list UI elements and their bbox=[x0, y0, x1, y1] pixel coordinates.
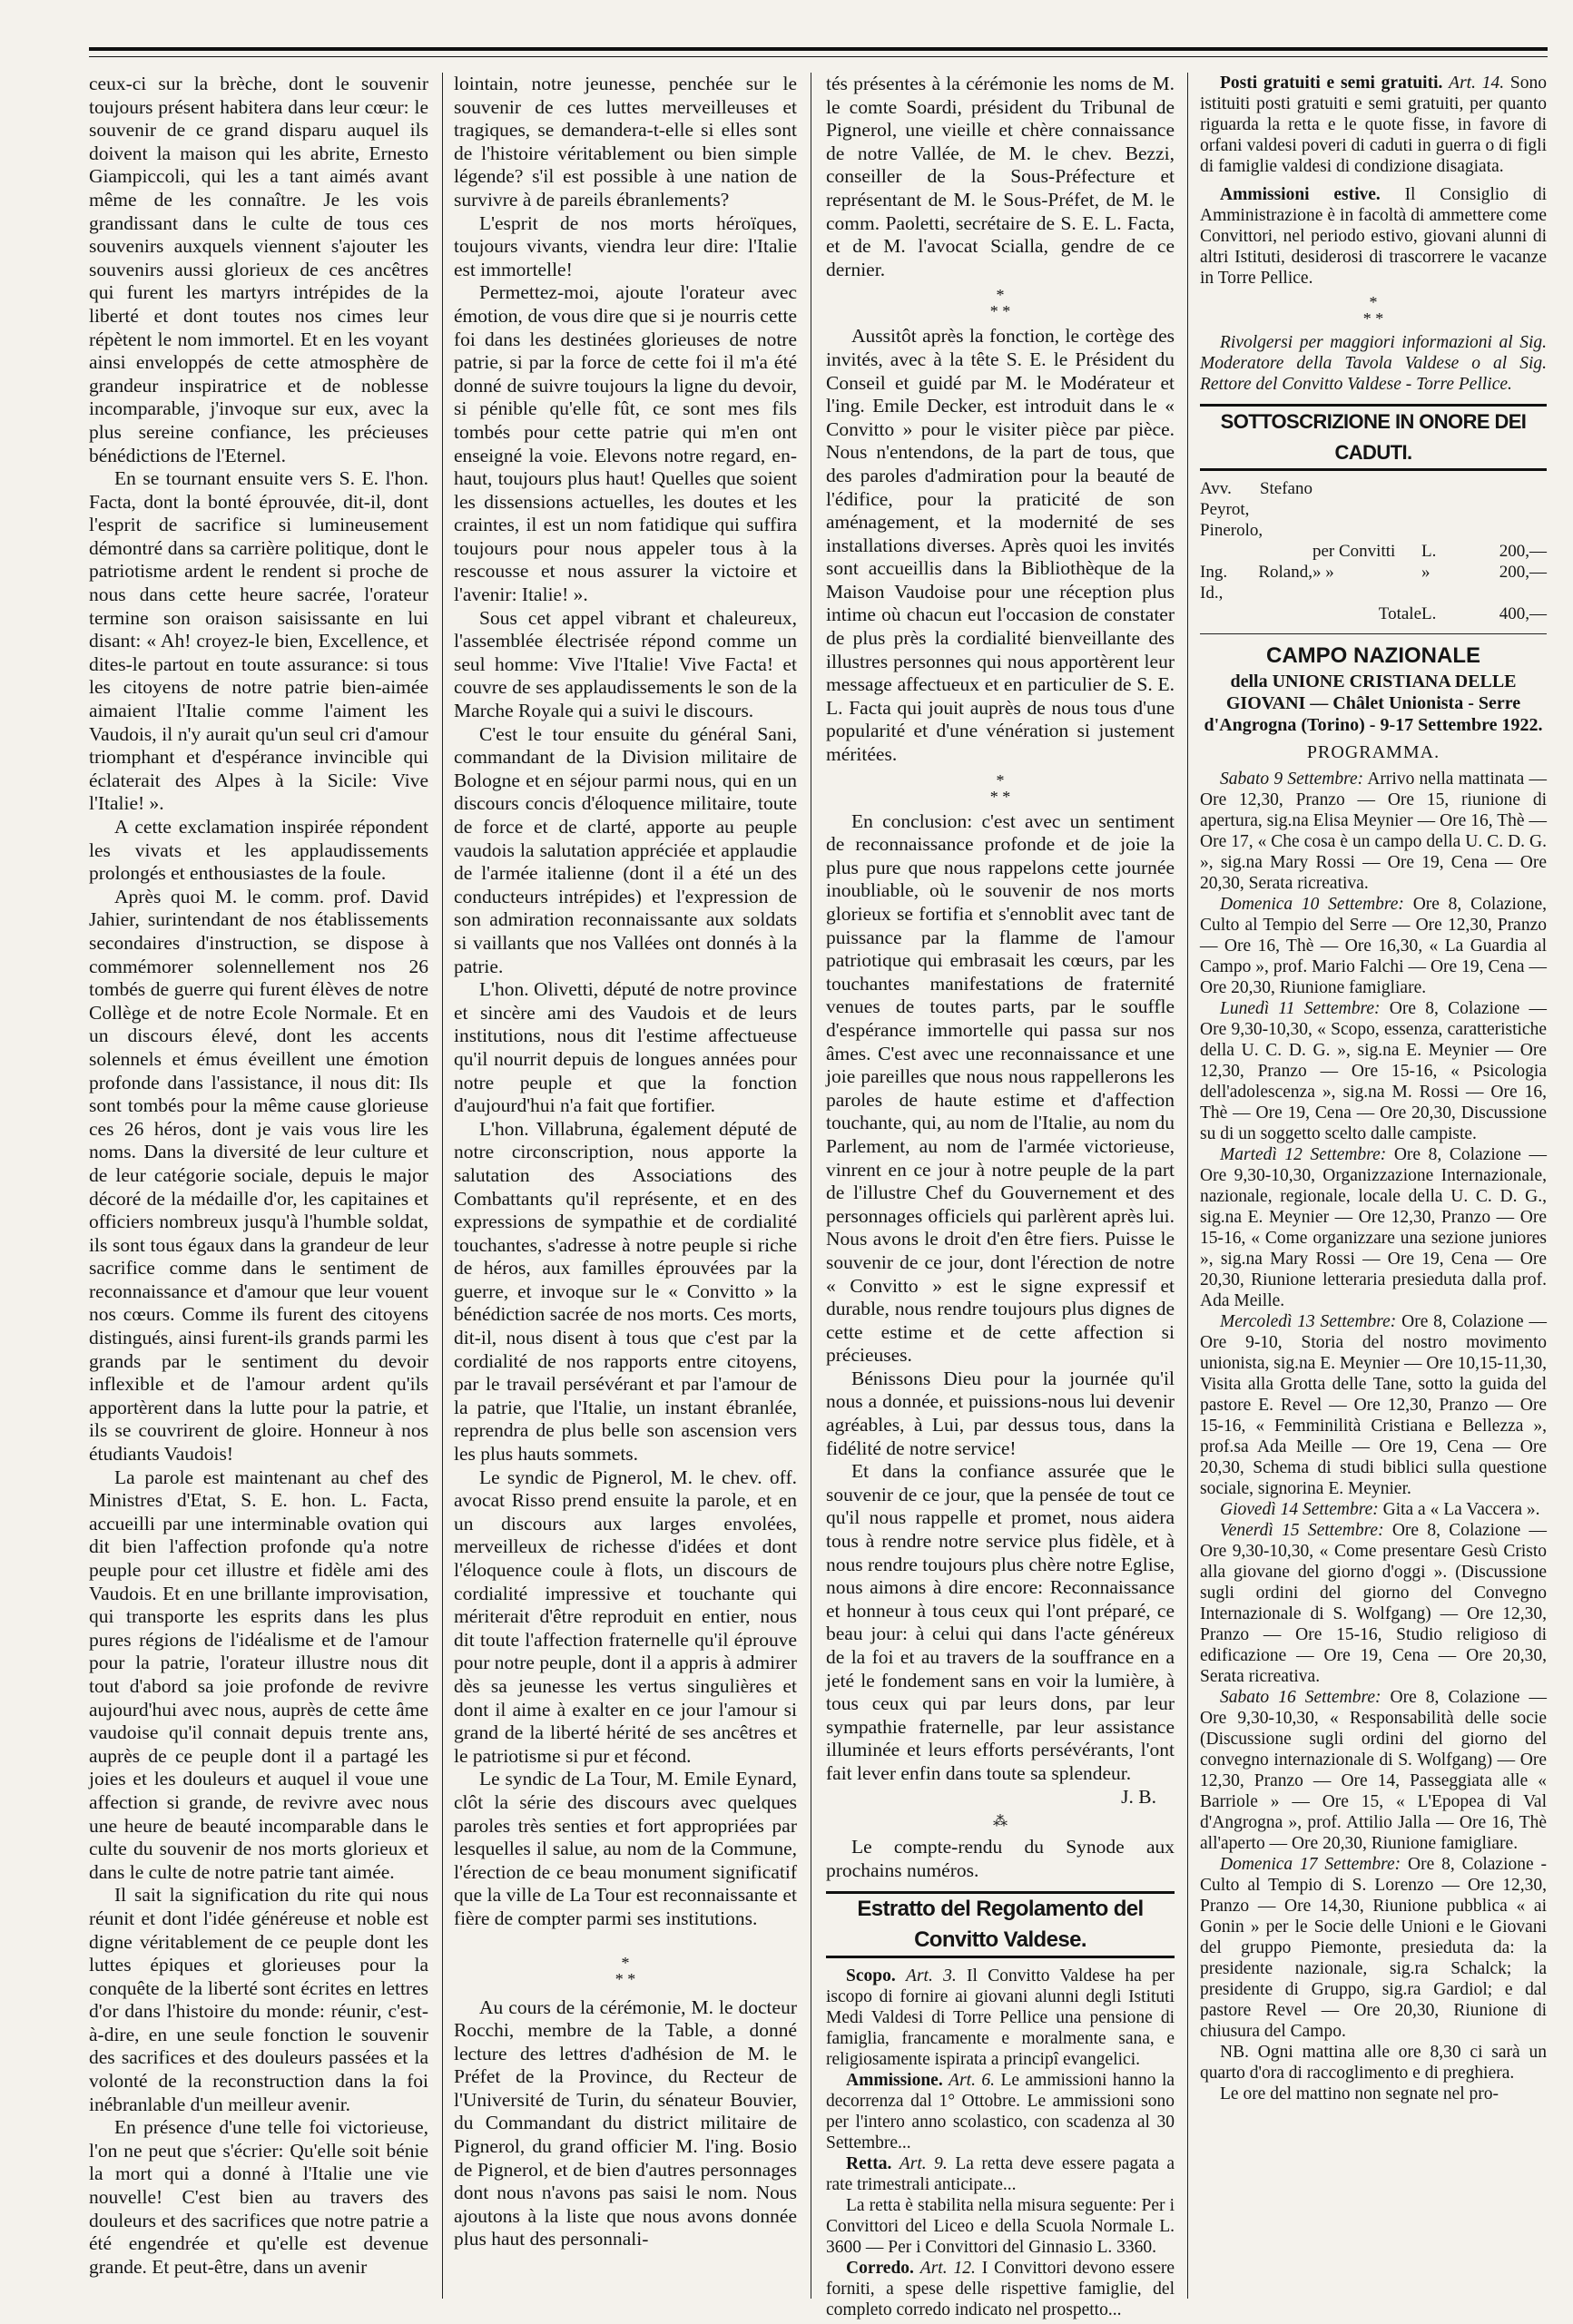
paragraph: L'hon. Olivetti, député de notre province et sincère ami des Vaudois et de leurs institutions, nous dit l'estime affectueuse qu'il nourrit depuis de longues années pour notre peuple et que la fonction d'aujourd'hui n'a fait que fortifier. bbox=[454, 978, 797, 1117]
regolamento-item: Scopo. Art. 3. Il Convitto Valdese ha per iscopo di fornire ai giovani alunni degli Istituti Medi Valdesi di Torre Pellice una pensione di famiglia, francamente e moralmente sana, e religiosamente ispirata a principî evangelici. bbox=[826, 1966, 1175, 2070]
paragraph: Le ore del mattino non segnate nel pro- bbox=[1220, 2084, 1499, 2103]
paragraph: En se tournant ensuite vers S. E. l'hon. Facta, dont la bonté éprouvée, dit-il, dont l'esprit de sacrifice si lumineusement démontré dans sa carrière politique, dont le patriotisme ardent le rendent si proche de nous dans cette heure sacrée, l'orateur termine son oraison saisissante en lui disant: « Ah! croyez-le bien, Excellence, et dites-le partout en toute assurance: si tous les citoyens de notre patrie bien-aimée aimaient l'Italie comme l'aiment les Vaudois, il n'y aurait qu'un seul cri d'amour triomphant et d'espérance invincible qui éclaterait des Alpes à la Sicile: Vive l'Italie! ». bbox=[89, 467, 428, 815]
paragraph: C'est le tour ensuite du général Sani, commandant de la Division militaire de Bologne et en séjour parmi nous, qui en un discours concis d'éloquence militaire, toute de force et de clarté, apporte au peuple vaudois la salutation appréciée et applaudie de l'armée italienne (dont il a été un des conducteurs intrépides) et l'expression de son admiration reconnaissante aux soldats si vaillants que nos Vallées ont donnés à la patrie. bbox=[454, 722, 797, 977]
ornament: ⁂ bbox=[993, 1814, 1008, 1830]
asterism: * * * bbox=[1362, 293, 1384, 328]
regolamento-title: Estratto del Regolamento del Convitto Valdese. bbox=[826, 1891, 1175, 1958]
paragraph: Le compte-rendu du Synode aux prochains numéros. bbox=[826, 1836, 1175, 1881]
paragraph: Le syndic de Pignerol, M. le chev. off. avocat Risso prend ensuite la parole, et en un discours aux larges envolées, merveilleux de richesse d'idées et dont l'éloquence coule à flots, un discours de cordialité impressive et touchante qui mériterait d'être reproduit en entier, nous dit toute l'affection fraternelle qu'il éprouve pour notre peuple, dont il a appris à admirer dès sa jeunesse les vertus singulières et dont il aime à exalter en ce jour l'amour si grand de la liberté hérité de ses ancêtres et le patriotisme si pur et fécond. bbox=[454, 1466, 797, 1767]
paragraph: Il sait la signification du rite qui nous réunit et dont l'idée généreuse et noble est digne véritablement de ce peuple dont les luttes épiques et glorieuses pour la conquête de la liberté sont écrites en lettres d'or dans l'histoire du monde: réunir, c'est-à-dire, en une seule fonction le souvenir des sacrifices et des douleurs passées et la volonté de la reconstruction dans la foi inébranlable d'un meilleur avenir. bbox=[89, 1884, 428, 2115]
paragraph: En conclusion: c'est avec un sentiment de reconnaissance profonde et de joie la plus pure que nous rappelons cette journée inoubliable, où le souvenir de nos morts glorieux se fortifia et s'ennoblit avec tant de puissance par la flamme de l'amour patriotique qui embrasait les cœurs, par les touchantes manifestations de fraternité venues de toutes parts, par le souffle d'espérance immortelle qui passa sur nos âmes. C'est avec une reconnaissance et une joie pareilles que nous nous rappellerons les paroles de haute estime et d'affection touchante, qui, au nom de l'Italie, au nom du Parlement, au nom de l'armée victorieuse, vinrent en ce jour à notre peuple de la part de l'illustre Chef du Gouvernement et des personnages officiels qui parlèrent après lui. Nous avons le droit d'en être fiers. Puisse le souvenir de ce jour, dont l'érection de notre « Convitto » est le signe expressif et durable, nous rendre toujours plus dignes de cette estime et de cette affection si précieuses. bbox=[826, 809, 1175, 1367]
article-column-3 bbox=[826, 73, 1175, 2320]
campo-subtitle: della UNIONE CRISTIANA DELLE GIOVANI — Châlet Unionista - Serre d'Angrogna (Torino) - 9-17 Settembre 1922. bbox=[1204, 672, 1543, 735]
paragraph: Sous cet appel vibrant et chaleureux, l'assemblée électrisée répond comme un seul homme: Vive l'Italie! Vive Facta! et couvre de ses applaudissements le son de la Marche Royale qui a suivi le discours. bbox=[454, 606, 797, 722]
programma-day: Venerdì 15 Settembre: Ore 8, Colazione — Ore 9,30-10,30, « Come presentare Gesù Cristo alla giovane del giorno d'oggi ». (Discussione sugli ordini del giorno del Convegno Internazionale di S. Wolfgang) — Ore 12,30, Pranzo — Ore 15-16, Studio religioso di edificazione — Ore 19, Cena — Ore 20,30, Serata ricreativa. bbox=[1200, 1521, 1547, 1686]
programma-day: Sabato 9 Settembre: Arrivo nella mattinata — Ore 12,30, Pranzo — Ore 15, riunione di apertura, sig.na Elisa Meynier — Ore 16, Thè — Ore 17, « Che cosa è un campo della U. C. D. G. », sig.na Mary Rossi — Ore 19, Cena — Ore 20,30, Serata ricreativa. bbox=[1200, 770, 1547, 893]
paragraph: L'hon. Villabruna, également député de notre circonscription, nous apporte la salutation des Associations des Combattants qu'il représente, et en des expressions de sympathie et de cordialité touchantes, s'adresse à notre peuple si riche de héros, aux familles éprouvées par la guerre, et invoque sur le « Convitto » la bénédiction sacrée de nos morts. Ces morts, dit-il, nous disent à tous que c'est par la cordialité de nos rapports entre citoyens, par le travail persévérant et par l'amour de la patrie, que l'Italie, un instant ébranlée, reprendra de plus belle son ascension vers les plus hauts sommets. bbox=[454, 1117, 797, 1466]
paragraph: tés présentes à la cérémonie les noms de M. le comte Soardi, président du Tribunal de Pignerol, une vieille et chère connaissance de notre Vallée, de M. le chev. Bezzi, conseiller de la Sous-Préfecture et représentant de M. le Sous-Préfet, de M. le comm. Paoletti, secrétaire de S. E. L. Facta, et de M. l'avocat Scialla, gendre de ce dernier. bbox=[826, 73, 1175, 280]
programma-day: Sabato 16 Settembre: Ore 8, Colazione — Ore 9,30-10,30, « Responsabilità delle socie (Discussione sugli ordini del giorno del convegno internazionale di S. Wolfgang) — Ore 12,30, Pranzo — Ore 14, Passeggiata alle « Barriole » — Ore 15, « L'Epopea di Val d'Angrogna », prof. Attilio Jalla — Ore 16, Thè all'aperto — Ore 20,30, Riunione famigliare. bbox=[1200, 1688, 1547, 1853]
rivolgersi-note: Rivolgersi per maggiori informazioni al Sig. Moderatore della Tavola Valdese o al Sig. Rettore del Convitto Valdese - Torre Pellice. bbox=[1200, 333, 1547, 394]
asterism: * * * bbox=[989, 770, 1011, 806]
regolamento-item: Retta. Art. 9. La retta deve essere pagata a rate trimestrali anticipate... bbox=[826, 2154, 1175, 2195]
article-column-1 bbox=[89, 73, 428, 2297]
programma-day: Martedì 12 Settembre: Ore 8, Colazione — Ore 9,30-10,30, Organizzazione Internazionale, nazionale, regionale, locale della U. C. D. G., sig.na E. Meynier — Ore 12,30, Pranzo — Ore 15-16, « Come organizzare una sezione juniores », sig.na Mary Rossi — Ore 19, Cena — Ore 20,30, Riunione letteraria presieduta dalla prof. Ada Meille. bbox=[1200, 1145, 1547, 1310]
programma-day: Lunedì 11 Settembre: Ore 8, Colazione — Ore 9,30-10,30, « Scopo, essenza, caratteristiche della U. C. D. G. », sig.na E. Meynier — Ore 12,30, Pranzo — Ore 15-16, « Psicologia dell'adolescenza », sig.na M. Rossi — Ore 16, Thè — Ore 19, Cena — Ore 20,30, Discussione su di un soggetto scelto dalle campiste. bbox=[1200, 999, 1547, 1143]
programma-day: Mercoledì 13 Settembre: Ore 8, Colazione — Ore 9-10, Storia del nostro movimento unionista, sig.na E. Meynier — Ore 10,15-11,30, Visita alla Grotta delle Tane, sotto la guida del pastore E. Revel — Ore 12,30, Pranzo — Ore 15-16, « Femminilità Cristiana e Bellezza », prof.sa Ada Meille — Ore 19, Cena — Ore 20,30, Schema di studi biblici sulla questione sociale, signorina E. Meynier. bbox=[1200, 1312, 1547, 1498]
paragraph: En présence d'une telle foi victorieuse, l'on ne peut que s'écrier: Qu'elle soit bénie la mort qui a donné à l'Italie une vie nouvelle! C'est bien au travers des douleurs et des sacrifices que notre patrie a été engendrée et qu'elle est devenue grande. Et peut-être, dans un avenir bbox=[89, 2116, 428, 2278]
posti-gratuiti: Posti gratuiti e semi gratuiti. Art. 14. Sono istituiti posti gratuiti e semi gratuiti, per quanto riguarda la retta e le quote fisse, in favore di orfani valdesi poveri di caduti in guerra o di figli di famiglie valdesi di condizione disagiata. bbox=[1200, 74, 1547, 176]
paragraph: Et dans la confiance assurée que le souvenir de ce jour, que la pensée de tout ce qu'il nous rappelle et promet, nous aidera tous à rendre notre service plus fidèle, et à nous rendre toujours plus chère notre Eglise, nous aimons à dire encore: Reconnaissance et honneur à tous ceux qui l'ont préparé, ce beau jour: à celui qui dans l'acte généreux de la foi et au travers de la souffrance en a jeté le fondement sans en voir la lumière, à tous ceux qui par leurs dons, par leur sympathie fraternelle, par leur assistance illuminée et leurs efforts persévérants, l'ont fait lever enfin dans toute sa splendeur. bbox=[826, 1460, 1175, 1784]
programma-day: Domenica 10 Settembre: Ore 8, Colazione, Culto al Tempio del Serre — Ore 12,30, Pranzo — Ore 16, Thè — Ore 16,30, « La Guardia al Campo », prof. Mario Falchi — Ore 19, Cena — Ore 20,30, Riunione famigliare. bbox=[1200, 895, 1548, 997]
column-divider bbox=[442, 73, 443, 2299]
paragraph: L'esprit de nos morts héroïques, toujours vivants, viendra leur dire: l'Italie est immortelle! bbox=[454, 211, 797, 280]
regolamento-body bbox=[826, 1966, 1175, 2320]
sottoscrizione-table: Avv. Stefano Peyrot, Pinerolo, per Convitti L. 200,— Ing. Roland, Id., » » » 200,— Totale L. 400,— bbox=[1200, 479, 1547, 623]
campo-title: CAMPO NAZIONALE bbox=[1266, 643, 1480, 668]
sottoscrizione-title: SOTTOSCRIZIONE IN ONORE DEI CADUTI. bbox=[1200, 404, 1547, 471]
paragraph: A cette exclamation inspirée répondent les vivats et les applaudissements prolongés et enthousiastes de la foule. bbox=[89, 816, 428, 885]
paragraph: Au cours de la cérémonie, M. le docteur Rocchi, membre de la Table, a donné lecture des lettres d'adhésion de M. le Préfet de la Province, du Recteur de l'Université de Turin, du sénateur Bouvier, du Commandant du district militaire de Pignerol, du grand officier M. l'ing. Bosio de Pignerol, et de bien d'autres personnages dont nous n'avons pas saisi le nom. Nous ajoutons à la liste que nous avons donnée plus haut des personnali- bbox=[454, 1996, 797, 2250]
regolamento-item: Corredo. Art. 12. I Convittori devono essere forniti, a spese delle rispettive famiglie, del completo corredo indicato nel prospetto... bbox=[826, 2259, 1175, 2320]
divider bbox=[1200, 633, 1547, 634]
ammissioni-estive: Ammissioni estive. Il Consiglio di Amministrazione è in facoltà di ammettere come Convittori, nel periodo estivo, giovani alunni di altri Istituti, desiderosi di trascorrere le vacanze in Torre Pellice. bbox=[1200, 185, 1548, 288]
paragraph: Bénissons Dieu pour la journée qu'il nous a donnée, et puissions-nous lui devenir agréables, à Lui, par dessus tous, dans la fidélité de notre service! bbox=[826, 1367, 1175, 1459]
paragraph: ceux-ci sur la brèche, dont le souvenir toujours présent habitera dans leur cœur: le souvenir de ce grand disparu auquel ils doivent la maison qui les abrite, Ernesto Giampiccoli, qui les a tant aimés avant même de les connaître. Je les vois grandissant dans le culte de tous ces souvenirs auxquels viennent s'ajouter les souvenirs aussi glorieux de ces ancêtres qui furent les martyrs intrépides de la liberté et dont toutes nos cimes leur répètent le nom immortel. Et en les voyant ainsi enveloppés de cette atmosphère de grandeur inspiratrice et de noblesse incomparable, j'invoque sur eux, avec la plus sereine confiance, les précieuses bénédictions de l'Eternel. bbox=[89, 73, 428, 466]
paragraph: Après quoi M. le comm. prof. David Jahier, surintendant de nos établissements secondaires d'instruction, se dispose à commémorer solennellement nos 26 tombés de guerre qui furent élèves de notre Collège et de notre Ecole Normale. Et en un discours élevé, dont les accents solennels et émus éveillent une émotion profonde dans l'assistance, il nous dit: Ils sont tombés pour la même cause glorieuse ces 26 héros, dont je vais vous lire les noms. Dans la diversité de leur culture et de leur catégorie sociale, depuis le major décoré de la médaille d'or, les capitaines et officiers nombreux jusqu'à l'humble soldat, ils sont tous égaux dans la grandeur de leur sacrifice comme dans le sentiment de reconnaissance et d'amour que leur vouent nos cœurs. Comme ils furent des citoyens distingués, ainsi furent-ils grands parmi les grands par le sentiment du devoir inflexible et de l'amour ardent qu'ils apportèrent dans la lutte pour la patrie, et ils se couvrirent de gloire. Honneur à nos étudiants Vaudois! bbox=[89, 885, 428, 1466]
paragraph: Aussitôt après la fonction, le cortège des invités, avec à la tête S. E. le Président du Conseil et guidé par M. le Modérateur et l'ing. Emile Decker, est introduit dans le « Convitto » pour le visiter pièce par pièce. Nous n'entendons, de la part de tous, que des paroles d'admiration pour la beauté de l'édifice, pour la praticité de son aménagement, et la modernité de ses installations diverses. Après quoi les invités sont accueillis dans la Bibliothèque de la Maison Vaudoise pour une réception plus intime où chacun eut l'occasion de constater de plus près la cordialité bienveillante des illustres personnes qui nous apportèrent leur message affectueux et en particulier de S. E. L. Facta qui jouit auprès de nous tous d'une popularité et d'une vénération si justement méritées. bbox=[826, 325, 1175, 766]
column-divider bbox=[1187, 73, 1188, 2299]
paragraph: Permettez-moi, ajoute l'orateur avec émotion, de vous dire que si je nourris cette foi dans les destinées glorieuses de notre patrie, si par la force de cette foi il m'a été donné de suivre toujours la ligne du devoir, si pénible qu'elle fût, ce sont mes fils tombés pour cette patrie qui m'en ont enseigné la voie. Elevons notre regard, en-haut, toujours plus haut! Quelles que soient les dissensions actuelles, les doutes et les craintes, il est un nom fatidique qui suffira toujours pour nous appeler tous à la rescousse et nous assurer la victoire et l'avenir: Italie! ». bbox=[454, 281, 797, 606]
sidebar-column bbox=[1200, 73, 1547, 2297]
asterism: * * * bbox=[989, 286, 1011, 321]
programma-heading: PROGRAMMA. bbox=[1306, 742, 1440, 762]
signature: J. B. bbox=[1121, 1785, 1156, 1808]
paragraph: Le syndic de La Tour, M. Emile Eynard, clôt la série des discours avec quelques paroles très senties et fort appropriées par lesquelles il salue, au nom de la Commune, l'érection de ce beau monument significatif que la ville de La Tour est reconnaissante et fière de compter parmi ses institutions. bbox=[454, 1768, 797, 1929]
article-column-2 bbox=[454, 73, 797, 2297]
nb-note: NB. Ogni mattina alle ore 8,30 ci sarà un quarto d'ora di raccoglimento e di preghiera. bbox=[1200, 2043, 1547, 2083]
programma-day: Giovedì 14 Settembre: Gita a « La Vaccera ». bbox=[1220, 1500, 1540, 1519]
programma-day: Domenica 17 Settembre: Ore 8, Colazione - Culto al Tempio di S. Lorenzo — Ore 12,30, Pranzo — Ore 14,30, Riunione pubblica « ai Gonin » per le Socie delle Unioni e le Giovani del gruppo Piemonte, presieduta da: la presidente nazionale, sig.ra Schalck; la presidente di Gruppo, sig.ra Gardiol; e dal pastore Revel — Ore 20,30, Riunione di chiusura del Campo. bbox=[1200, 1855, 1548, 2041]
paragraph: lointain, notre jeunesse, penchée sur le souvenir de ces luttes merveilleuses et tragiques, se demandera-t-elle si elles sont de l'histoire véritablement ou bien simple légende? s'il est possible à une nation de survivre à de pareils ébranlements? bbox=[454, 73, 797, 211]
regolamento-item: La retta è stabilita nella misura seguente: Per i Convittori del Liceo e della Scuola Normale L. 3600 — Per i Convittori del Ginnasio L. 3360. bbox=[826, 2196, 1175, 2258]
paragraph: La parole est maintenant au chef des Ministres d'Etat, S. E. hon. L. Facta, accueilli par une interminable ovation qui dit bien l'affection profonde qu'a notre peuple pour cet illustre et fidèle ami des Vaudois. Et en une brillante improvisation, qui transporte les esprits dans les plus pures régions de l'idéalisme et de l'amour pour la patrie, l'orateur illustre nous dit tout d'abord sa joie profonde de revivre aujourd'hui avec nous, auprès de cette âme vaudoise qu'il connait depuis trente ans, auprès de ce peuple dont il a partagé les joies et les douleurs et auquel il voue une affection si grande, de revivre avec nous une heure de beauté incomparable dans le culte du souvenir de nos morts glorieux et dans le culte de notre patrie tant aimée. bbox=[89, 1466, 428, 1883]
asterism: * * * bbox=[614, 1953, 636, 1988]
regolamento-item: Ammissione. Art. 6. Le ammissioni hanno la decorrenza dal 1° Ottobre. Le ammissioni sono per l'intero anno scolastico, con scadenza al 30 Settembre... bbox=[826, 2071, 1175, 2153]
programma-list bbox=[1200, 769, 1547, 2104]
top-rule bbox=[89, 47, 1548, 57]
